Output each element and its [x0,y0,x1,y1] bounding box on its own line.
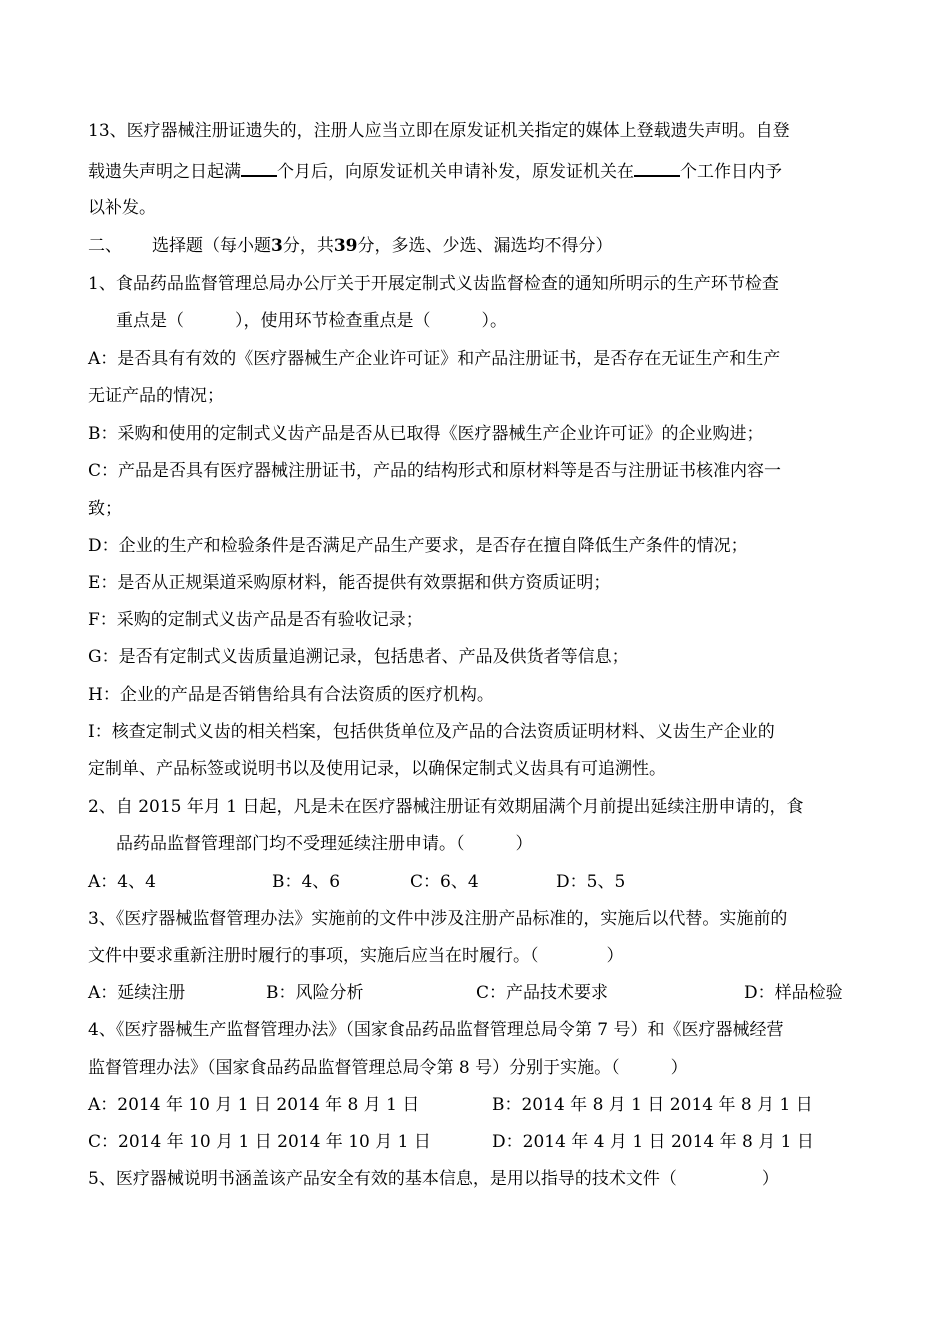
section2-points: 3 [271,236,283,256]
c1-option-line: C：产品是否具有医疗器械注册证书，产品的结构形式和原材料等是否与注册证书核准内容一 [88,461,782,481]
section2-total: 39 [333,236,358,256]
c4-option-b: B：2014 年 8 月 1 日 2014 年 8 月 1 日 [492,1095,813,1115]
c1-option-line: I：核查定制式义齿的相关档案，包括供货单位及产品的合法资质证明材料、义齿生产企业的 [88,722,775,742]
c4-option-a: A：2014 年 10 月 1 日 2014 年 8 月 1 日 [88,1095,420,1115]
c2-line2: 品药品监督管理部门均不受理延续注册申请。（ ） [116,834,533,854]
c3-line2: 文件中要求重新注册时履行的事项，实施后应当在时履行。（ ） [88,946,624,966]
c4-line2: 监督管理办法》（国家食品药品监督管理总局令第 8 号）分别于实施。（ ） [88,1058,688,1078]
q13-line3: 以补发。 [88,198,156,218]
section2-number: 二、 [88,236,122,256]
q13-text-b: 个月后，向原发证机关申请补发，原发证机关在 [277,162,634,182]
c5-line1: 5、医疗器械说明书涵盖该产品安全有效的基本信息，是用以指导的技术文件（ ） [88,1169,779,1189]
c1-option-line: A：是否具有有效的《医疗器械生产企业许可证》和产品注册证书，是否存在无证生产和生产 [88,349,781,369]
c1-line1: 1、食品药品监督管理总局办公厅关于开展定制式义齿监督检查的通知所明示的生产环节检查 [88,274,779,294]
c4-option-c: C：2014 年 10 月 1 日 2014 年 10 月 1 日 [88,1132,431,1152]
c1-line2: 重点是（ ），使用环节检查重点是（ ）。 [116,311,507,331]
q13-line1: 13、医疗器械注册证遗失的，注册人应当立即在原发证机关指定的媒体上登载遗失声明。自登 [88,121,790,141]
c1-option-line: F：采购的定制式义齿产品是否有验收记录； [88,610,423,630]
c2-option-b: B：4、6 [272,872,341,892]
c1-option-line: G：是否有定制式义齿质量追溯记录，包括患者、产品及供货者等信息； [88,647,629,667]
section2-title: 选择题（每小题 [152,236,271,256]
c2-option-c: C：6、4 [410,872,479,892]
section2-mid: 分，共 [282,236,334,256]
c1-option-line: E：是否从正规渠道采购原材料，能否提供有效票据和供方资质证明； [88,573,611,593]
q13-text-c: 个工作日内予 [680,162,782,182]
c2-options [88,870,878,894]
q13-line2 [88,157,878,184]
c4-option-d: D：2014 年 4 月 1 日 2014 年 8 月 1 日 [492,1132,814,1152]
c3-option-a: A：延续注册 [88,983,186,1003]
c1-option-line: 致； [88,499,122,519]
q13-blank-days [634,157,680,177]
c3-option-b: B：风险分析 [266,983,364,1003]
c2-option-d: D：5、5 [556,872,626,892]
c1-option-line: 定制单、产品标签或说明书以及使用记录，以确保定制式义齿具有可追溯性。 [88,759,666,779]
c3-option-c: C：产品技术要求 [476,983,609,1003]
c3-option-d: D：样品检验 [744,983,843,1003]
c2-option-a: A：4、4 [88,872,156,892]
c3-options [88,981,878,1005]
c4-line1: 4、《医疗器械生产监督管理办法》（国家食品药品监督管理总局令第 7 号）和《医疗器械经营 [88,1020,784,1040]
c2-line1: 2、自 2015 年月 1 日起，凡是未在医疗器械注册证有效期届满个月前提出延续注册申请的，食 [88,797,804,817]
c4-options-row1 [88,1093,878,1117]
c3-line1: 3、《医疗器械监督管理办法》实施前的文件中涉及注册产品标准的，实施后以代替。实施前的 [88,909,788,929]
c1-option-line: D：企业的生产和检验条件是否满足产品生产要求，是否存在擅自降低生产条件的情况； [88,536,748,556]
c1-option-line: B：采购和使用的定制式义齿产品是否从已取得《医疗器械生产企业许可证》的企业购进； [88,424,764,444]
q13-blank-months [241,157,277,177]
c4-options-row2 [88,1130,878,1154]
section2-heading [88,234,878,258]
section2-tail: 分，多选、少选、漏选均不得分） [357,236,613,256]
q13-text-a: 载遗失声明之日起满 [88,162,241,182]
c1-option-line: H：企业的产品是否销售给具有合法资质的医疗机构。 [88,685,494,705]
c1-option-line: 无证产品的情况； [88,386,224,406]
